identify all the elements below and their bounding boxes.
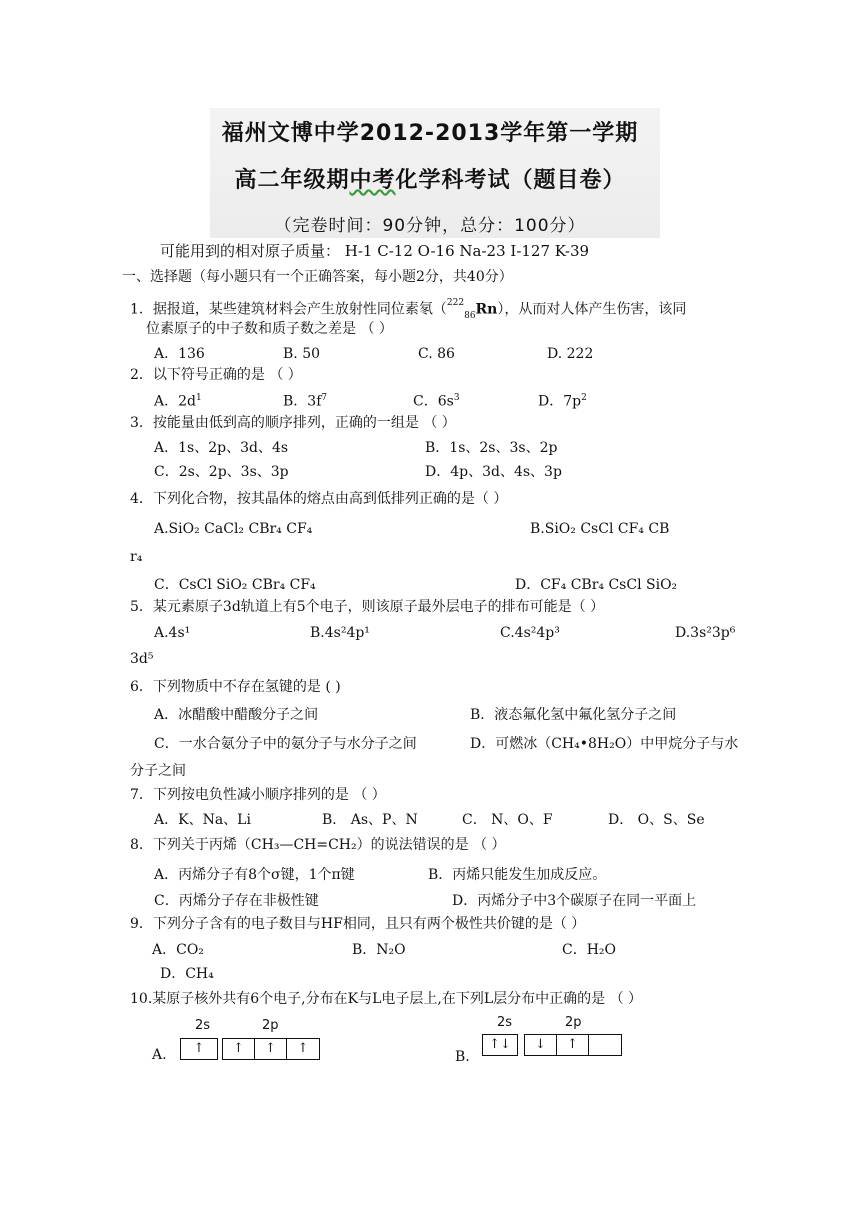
question-3: 3．按能量由低到高的顺序排列，正确的一组是 （ ） <box>130 415 456 431</box>
q2-option-d: D．$7p^2$ <box>538 393 587 410</box>
q3-option-d: D．4p、3d、4s、3p <box>425 464 562 480</box>
q5-option-c: C.4s²4p³ <box>500 625 560 641</box>
q3-option-c: C．2s、2p、3s、3p <box>154 464 289 480</box>
q8-option-a: A．丙烯分子有8个σ键，1个π键 <box>154 867 355 883</box>
q3-option-b: B．1s、2s、3s、2p <box>425 440 558 456</box>
q1-option-b: B. 50 <box>283 346 321 362</box>
q10-b-2s-cell: ↑↓ <box>489 1037 511 1052</box>
exam-title-line1: 福州文博中学2012-2013学年第一学期 <box>221 121 639 146</box>
q10-a-2p-label: 2p <box>262 1018 279 1033</box>
q1-option-c: C. 86 <box>418 346 455 362</box>
q5-option-a: A.4s¹ <box>154 625 191 641</box>
q9-option-c: C．H₂O <box>562 942 617 958</box>
q10-b-2s-box <box>482 1034 518 1056</box>
q9-option-d: D．CH₄ <box>160 966 214 982</box>
q10-b-2p-box <box>524 1034 622 1056</box>
q7-option-d: D． O、S、Se <box>608 812 705 828</box>
q7-option-a: A．K、Na、Li <box>154 812 251 828</box>
q1-option-a: A．136 <box>154 346 205 362</box>
q10-a-2p-box <box>222 1038 320 1060</box>
question-7: 7．下列按电负性减小顺序排列的是 （ ） <box>130 787 386 803</box>
q2-option-a: A．$2d^1$ <box>154 393 202 410</box>
question-8: 8．下列关于丙烯（CH₃—CH=CH₂）的说法错误的是 （ ） <box>130 837 506 853</box>
q9-option-a: A．CO₂ <box>152 942 204 958</box>
q10-a-2p-cell-3: ↑ <box>297 1041 309 1056</box>
q6-option-d: D．可燃冰（CH₄•8H₂O）中甲烷分子与水 <box>470 736 739 752</box>
q10-option-a-label: A. <box>152 1047 167 1063</box>
q6-option-c: C．一水合氨分子中的氨分子与水分子之间 <box>154 736 417 752</box>
question-4: 4．下列化合物，按其晶体的熔点由高到低排列正确的是（ ） <box>130 491 508 507</box>
q10-a-2s-box <box>180 1038 218 1060</box>
q6-option-d-wrap: 分子之间 <box>130 763 186 779</box>
atomic-masses: 可能用到的相对原子质量： H-1 C-12 O-16 Na-23 I-127 K-39 <box>160 242 590 260</box>
question-10: 10.某原子核外共有6个电子,分布在K与L电子层上,在下列L层分布中正确的是 （ ） <box>130 991 643 1007</box>
q5-option-d: D.3s²3p⁶ <box>675 625 736 641</box>
q10-a-2s-cell: ↑ <box>193 1041 205 1056</box>
question-1: 1．据报道，某些建筑材料会产生放射性同位素氡（$^{222}_{86}$Rn），从而对人体产生伤害，该同 <box>130 298 687 321</box>
question-9: 9．下列分子含有的电子数目与HF相同，且只有两个极性共价键的是（ ） <box>130 916 586 932</box>
question-6: 6．下列物质中不存在氢键的是 ( ) <box>130 679 341 695</box>
q4-option-d: D．CF₄ CBr₄ CsCl SiO₂ <box>515 577 678 593</box>
q7-option-c: C． N、O、F <box>462 812 553 828</box>
q10-a-2s-label: 2s <box>195 1018 211 1033</box>
q5-option-b: B.4s²4p¹ <box>310 625 370 641</box>
q10-b-2p-cell-2: ↑ <box>557 1035 589 1055</box>
q8-option-d: D．丙烯分子中3个碳原子在同一平面上 <box>452 893 697 909</box>
q10-a-2p-cell-2: ↑ <box>255 1039 287 1059</box>
q4-option-c: C．CsCl SiO₂ CBr₄ CF₄ <box>154 577 316 593</box>
q6-option-b: B．液态氟化氢中氟化氢分子之间 <box>470 707 677 723</box>
q4-option-b-wrap: r₄ <box>130 549 143 565</box>
q2-option-c: C．$6s^3$ <box>413 393 460 410</box>
q10-option-b-label: B. <box>455 1049 470 1065</box>
q4-option-b: B.SiO₂ CsCl CF₄ CB <box>530 521 670 537</box>
q4-option-a: A.SiO₂ CaCl₂ CBr₄ CF₄ <box>154 521 313 537</box>
exam-time-score: （完卷时间：90分钟，总分：100分） <box>274 216 586 236</box>
q3-option-a: A．1s、2p、3d、4s <box>154 440 289 456</box>
q10-b-2s-label: 2s <box>497 1015 513 1030</box>
q7-option-b: B． As、P、N <box>322 812 418 828</box>
q10-a-2p-cell-1: ↑ <box>223 1039 255 1059</box>
q8-option-c: C．丙烯分子存在非极性键 <box>154 893 319 909</box>
section-heading: 一、选择题（每小题只有一个正确答案，每小题2分，共40分） <box>122 269 513 285</box>
exam-title-line2: 高二年级期中考化学科考试（题目卷） <box>234 168 626 193</box>
question-1-cont: 位素原子的中子数和质子数之差是 （ ） <box>146 321 393 337</box>
question-2: 2．以下符号正确的是 （ ） <box>130 367 302 383</box>
q6-option-a: A．冰醋酸中醋酸分子之间 <box>154 707 319 723</box>
q5-option-d-wrap: 3d⁵ <box>130 651 154 667</box>
q10-b-2p-cell-3 <box>589 1035 621 1055</box>
q10-b-2p-cell-1: ↓ <box>525 1035 557 1055</box>
q2-option-b: B．$3f^7$ <box>283 393 328 410</box>
q9-option-b: B．N₂O <box>352 942 406 958</box>
q8-option-b: B．丙烯只能发生加成反应。 <box>428 867 607 883</box>
q10-b-2p-label: 2p <box>565 1015 582 1030</box>
q1-option-d: D. 222 <box>547 346 594 362</box>
question-5: 5．某元素原子3d轨道上有5个电子，则该原子最外层电子的排布可能是（ ） <box>130 599 605 615</box>
